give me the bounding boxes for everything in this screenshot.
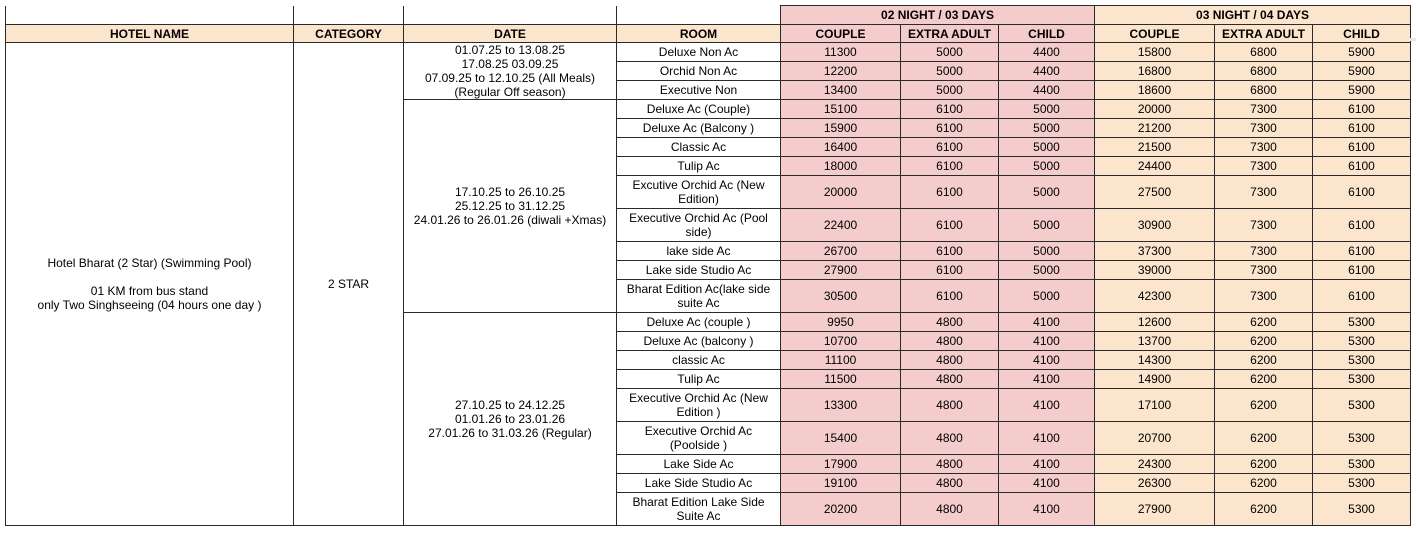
2n3d-extra-adult-price: 4800 [901, 351, 999, 370]
3n4d-child-price: 6100 [1313, 242, 1411, 261]
tariff-table [5, 5, 1411, 526]
2n3d-child-price: 4100 [999, 351, 1095, 370]
3n4d-extra-adult-price: 6200 [1215, 389, 1313, 422]
2n3d-child-price: 5000 [999, 261, 1095, 280]
2n3d-couple-price: 15100 [781, 100, 901, 119]
2n3d-extra-adult-price: 4800 [901, 389, 999, 422]
2n3d-extra-adult-price: 4800 [901, 370, 999, 389]
2n3d-couple-price: 19100 [781, 474, 901, 493]
3n4d-couple-price: 15800 [1095, 43, 1215, 62]
3n4d-couple-price: 42300 [1095, 280, 1215, 313]
2n3d-couple-price: 26700 [781, 242, 901, 261]
3n4d-extra-adult-price: 6200 [1215, 370, 1313, 389]
room-cell: Lake Side Ac [617, 455, 781, 474]
2n3d-child-price: 5000 [999, 280, 1095, 313]
room-cell: Orchid Non Ac [617, 62, 781, 81]
2n3d-extra-adult-price: 6100 [901, 242, 999, 261]
3n4d-child-price: 5300 [1313, 455, 1411, 474]
room-cell: Deluxe Ac (Balcony ) [617, 119, 781, 138]
room-cell: Deluxe Ac (balcony ) [617, 332, 781, 351]
3n4d-extra-adult-price: 6200 [1215, 422, 1313, 455]
3n4d-extra-adult-price: 7300 [1215, 261, 1313, 280]
2n3d-child-price: 4400 [999, 81, 1095, 100]
room-cell: Deluxe Ac (Couple) [617, 100, 781, 119]
3n4d-couple-price: 20700 [1095, 422, 1215, 455]
2n3d-extra-adult-price: 6100 [901, 280, 999, 313]
3n4d-couple-price: 39000 [1095, 261, 1215, 280]
3n4d-couple-price: 21500 [1095, 138, 1215, 157]
date-range-cell: 27.10.25 to 24.12.25 01.01.26 to 23.01.26 27.01.26 to 31.03.26 (Regular) [404, 313, 617, 526]
3n4d-extra-adult-price: 6200 [1215, 474, 1313, 493]
3n4d-child-price: 6100 [1313, 157, 1411, 176]
2n3d-extra-adult-price: 6100 [901, 100, 999, 119]
3n4d-couple-price: 24400 [1095, 157, 1215, 176]
3n4d-extra-adult-price: 6800 [1215, 43, 1313, 62]
room-cell: classic Ac [617, 351, 781, 370]
2n3d-couple-price: 20200 [781, 493, 901, 526]
3n4d-couple-price: 20000 [1095, 100, 1215, 119]
room-cell: Excutive Orchid Ac (New Edition) [617, 176, 781, 209]
3n4d-child-price: 5900 [1313, 81, 1411, 100]
2n3d-child-price: 5000 [999, 176, 1095, 209]
2n3d-extra-adult-price: 6100 [901, 157, 999, 176]
2n3d-couple-price: 20000 [781, 176, 901, 209]
2n3d-extra-adult-price: 5000 [901, 81, 999, 100]
2n3d-child-price: 5000 [999, 157, 1095, 176]
2n3d-couple-price: 17900 [781, 455, 901, 474]
3n4d-child-price: 5300 [1313, 474, 1411, 493]
table-row [6, 43, 1411, 62]
2n3d-couple-price: 11500 [781, 370, 901, 389]
2n3d-couple-price: 11100 [781, 351, 901, 370]
2n3d-extra-adult-price: 4800 [901, 422, 999, 455]
2n3d-child-price: 5000 [999, 100, 1095, 119]
2n3d-couple-price: 13400 [781, 81, 901, 100]
room-cell: Deluxe Ac (couple ) [617, 313, 781, 332]
2n3d-extra-adult-price: 4800 [901, 493, 999, 526]
2n3d-extra-adult-price: 4800 [901, 455, 999, 474]
3n4d-couple-price: 18600 [1095, 81, 1215, 100]
3n4d-extra-adult-price: 7300 [1215, 157, 1313, 176]
3n4d-couple-price: 16800 [1095, 62, 1215, 81]
3n4d-couple-price: 14300 [1095, 351, 1215, 370]
2n3d-couple-price: 13300 [781, 389, 901, 422]
2n3d-child-price: 5000 [999, 138, 1095, 157]
3n4d-child-price: 5300 [1313, 370, 1411, 389]
room-cell: Classic Ac [617, 138, 781, 157]
3n4d-extra-adult-price: 6800 [1215, 81, 1313, 100]
room-cell: Executive Orchid Ac (Poolside ) [617, 422, 781, 455]
header-room: ROOM [617, 25, 781, 43]
3n4d-couple-price: 26300 [1095, 474, 1215, 493]
empty-cell [617, 6, 781, 25]
3n4d-couple-price: 21200 [1095, 119, 1215, 138]
header-category: CATEGORY [294, 25, 404, 43]
2n3d-extra-adult-price: 6100 [901, 138, 999, 157]
3n4d-extra-adult-price: 7300 [1215, 209, 1313, 242]
2n3d-couple-price: 9950 [781, 313, 901, 332]
3n4d-child-price: 5300 [1313, 493, 1411, 526]
2n3d-extra-adult-price: 5000 [901, 62, 999, 81]
3n4d-extra-adult-price: 6800 [1215, 62, 1313, 81]
room-cell: Lake side Studio Ac [617, 261, 781, 280]
3n4d-extra-adult-price: 7300 [1215, 280, 1313, 313]
2n3d-child-price: 4100 [999, 332, 1095, 351]
2n3d-couple-price: 15900 [781, 119, 901, 138]
3n4d-extra-adult-price: 7300 [1215, 100, 1313, 119]
empty-cell [6, 6, 294, 25]
2n3d-child-price: 4100 [999, 389, 1095, 422]
date-range-cell: 17.10.25 to 26.10.25 25.12.25 to 31.12.25 24.01.26 to 26.01.26 (diwali +Xmas) [404, 100, 617, 313]
3n4d-child-price: 5300 [1313, 313, 1411, 332]
3n4d-couple-price: 14900 [1095, 370, 1215, 389]
3n4d-child-price: 6100 [1313, 138, 1411, 157]
2n3d-couple-price: 16400 [781, 138, 901, 157]
room-cell: Deluxe Non Ac [617, 43, 781, 62]
2n3d-extra-adult-price: 5000 [901, 43, 999, 62]
room-cell: Tulip Ac [617, 157, 781, 176]
2n3d-couple-price: 22400 [781, 209, 901, 242]
3n4d-extra-adult-price: 7300 [1215, 138, 1313, 157]
header-couple: COUPLE [1095, 25, 1215, 43]
2n3d-extra-adult-price: 4800 [901, 332, 999, 351]
room-cell: Executive Orchid Ac (Pool side) [617, 209, 781, 242]
3n4d-couple-price: 24300 [1095, 455, 1215, 474]
room-cell: Lake Side Studio Ac [617, 474, 781, 493]
2n3d-couple-price: 11300 [781, 43, 901, 62]
header-child: CHILD [999, 25, 1095, 43]
3n4d-child-price: 5300 [1313, 351, 1411, 370]
2n3d-child-price: 5000 [999, 242, 1095, 261]
column-header-row [6, 25, 1411, 43]
hotel-name-cell: Hotel Bharat (2 Star) (Swimming Pool) 01 KM from bus stand only Two Singhseeing (04 hours one day ) [6, 43, 294, 526]
2n3d-child-price: 5000 [999, 119, 1095, 138]
header-couple: COUPLE [781, 25, 901, 43]
3n4d-extra-adult-price: 7300 [1215, 176, 1313, 209]
2n3d-child-price: 4100 [999, 474, 1095, 493]
2n3d-extra-adult-price: 6100 [901, 261, 999, 280]
header-extra-adult: EXTRA ADULT [901, 25, 999, 43]
2n3d-extra-adult-price: 6100 [901, 119, 999, 138]
3n4d-extra-adult-price: 6200 [1215, 351, 1313, 370]
room-cell: Tulip Ac [617, 370, 781, 389]
category-cell: 2 STAR [294, 43, 404, 526]
2n3d-extra-adult-price: 6100 [901, 176, 999, 209]
header-extra-adult: EXTRA ADULT [1215, 25, 1313, 43]
2n3d-child-price: 4100 [999, 455, 1095, 474]
room-cell: Executive Non [617, 81, 781, 100]
2n3d-couple-price: 27900 [781, 261, 901, 280]
header-child: CHILD [1313, 25, 1411, 43]
2n3d-couple-price: 12200 [781, 62, 901, 81]
3n4d-couple-price: 13700 [1095, 332, 1215, 351]
sheet-edge [1410, 38, 1416, 41]
2n3d-couple-price: 15400 [781, 422, 901, 455]
3n4d-couple-price: 37300 [1095, 242, 1215, 261]
room-cell: Executive Orchid Ac (New Edition ) [617, 389, 781, 422]
3n4d-couple-price: 27900 [1095, 493, 1215, 526]
3n4d-child-price: 6100 [1313, 176, 1411, 209]
2n3d-child-price: 4100 [999, 313, 1095, 332]
empty-cell [404, 6, 617, 25]
header-hotel-name: HOTEL NAME [6, 25, 294, 43]
3n4d-couple-price: 30900 [1095, 209, 1215, 242]
2n3d-child-price: 4100 [999, 422, 1095, 455]
3n4d-couple-price: 17100 [1095, 389, 1215, 422]
room-cell: Bharat Edition Lake Side Suite Ac [617, 493, 781, 526]
3n4d-extra-adult-price: 6200 [1215, 313, 1313, 332]
group-header-2n3d: 02 NIGHT / 03 DAYS [781, 6, 1095, 25]
2n3d-extra-adult-price: 4800 [901, 313, 999, 332]
3n4d-couple-price: 27500 [1095, 176, 1215, 209]
3n4d-child-price: 6100 [1313, 100, 1411, 119]
2n3d-child-price: 4400 [999, 62, 1095, 81]
2n3d-child-price: 4100 [999, 493, 1095, 526]
3n4d-couple-price: 12600 [1095, 313, 1215, 332]
3n4d-child-price: 5300 [1313, 422, 1411, 455]
3n4d-extra-adult-price: 7300 [1215, 119, 1313, 138]
group-header-row [6, 6, 1411, 25]
3n4d-extra-adult-price: 7300 [1215, 242, 1313, 261]
3n4d-extra-adult-price: 6200 [1215, 455, 1313, 474]
2n3d-couple-price: 10700 [781, 332, 901, 351]
2n3d-child-price: 5000 [999, 209, 1095, 242]
group-header-3n4d: 03 NIGHT / 04 DAYS [1095, 6, 1411, 25]
3n4d-child-price: 5900 [1313, 62, 1411, 81]
3n4d-child-price: 6100 [1313, 261, 1411, 280]
2n3d-couple-price: 30500 [781, 280, 901, 313]
3n4d-child-price: 6100 [1313, 119, 1411, 138]
2n3d-child-price: 4400 [999, 43, 1095, 62]
3n4d-child-price: 5300 [1313, 332, 1411, 351]
2n3d-extra-adult-price: 4800 [901, 474, 999, 493]
3n4d-child-price: 6100 [1313, 280, 1411, 313]
3n4d-extra-adult-price: 6200 [1215, 332, 1313, 351]
3n4d-child-price: 6100 [1313, 209, 1411, 242]
3n4d-child-price: 5900 [1313, 43, 1411, 62]
2n3d-couple-price: 18000 [781, 157, 901, 176]
date-range-cell: 01.07.25 to 13.08.25 17.08.25 03.09.25 07.09.25 to 12.10.25 (All Meals) (Regular Off season) [404, 43, 617, 100]
empty-cell [294, 6, 404, 25]
header-date: DATE [404, 25, 617, 43]
room-cell: lake side Ac [617, 242, 781, 261]
2n3d-extra-adult-price: 6100 [901, 209, 999, 242]
3n4d-extra-adult-price: 6200 [1215, 493, 1313, 526]
3n4d-child-price: 5300 [1313, 389, 1411, 422]
2n3d-child-price: 4100 [999, 370, 1095, 389]
room-cell: Bharat Edition Ac(lake side suite Ac [617, 280, 781, 313]
